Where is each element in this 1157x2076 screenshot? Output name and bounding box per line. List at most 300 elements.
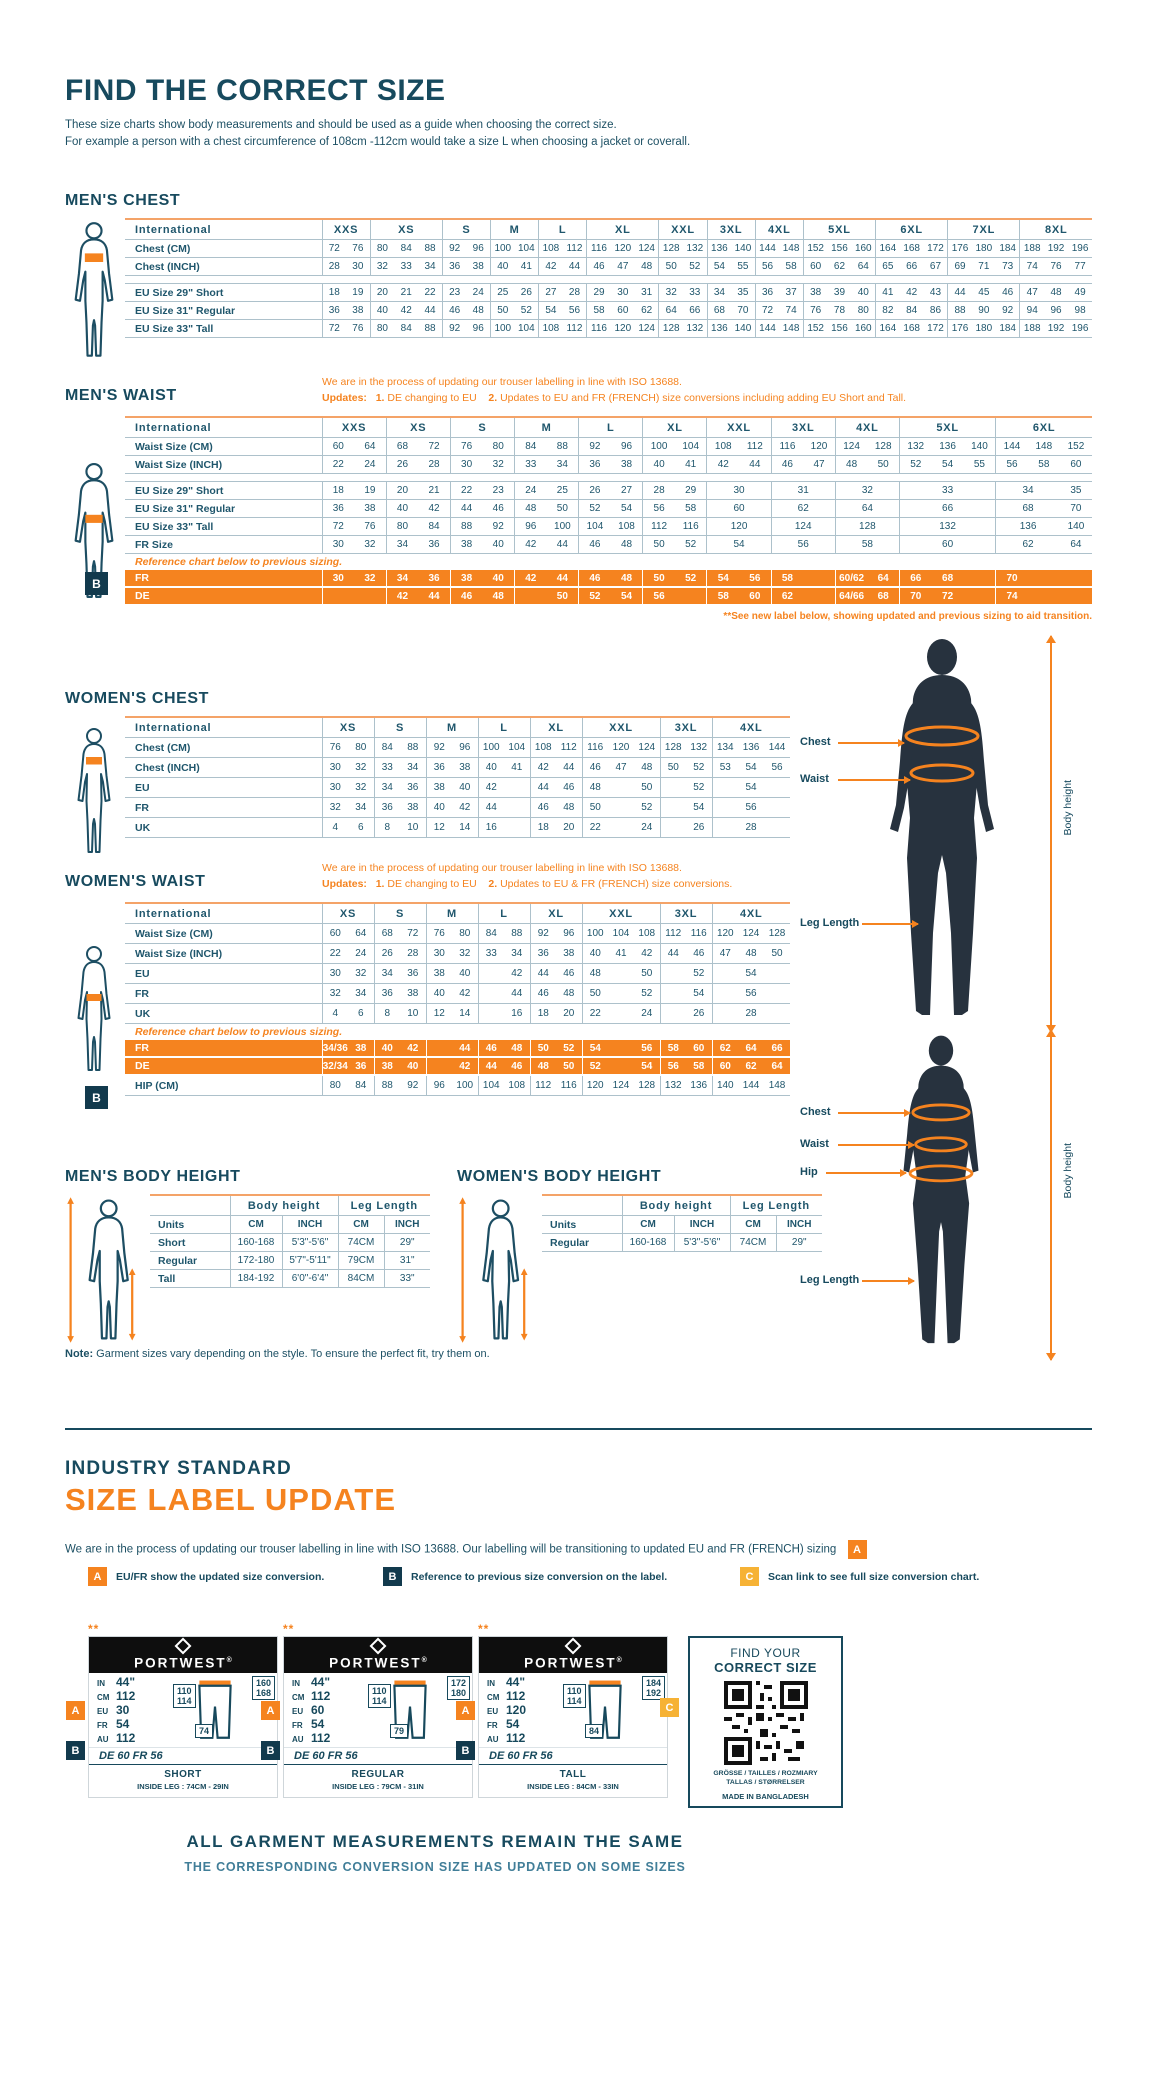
size-cell: 88 [547, 438, 579, 456]
size-cell: 172 [924, 240, 948, 258]
size-cell: 54 [582, 1040, 608, 1057]
size-cell: 52 [899, 456, 931, 474]
size-cell: 18 [322, 482, 354, 500]
size-cell: 30 [426, 944, 452, 964]
size-cell: 46 [582, 758, 608, 778]
size-cell: 84 [374, 738, 400, 758]
size-cell: 36 [579, 456, 611, 474]
size-cell: 32 [322, 984, 348, 1004]
size-cell [1060, 570, 1092, 587]
size-group-header: 3XL [660, 717, 712, 738]
size-value-row: IN 44" [292, 1675, 331, 1689]
size-cell: 124 [608, 1075, 634, 1096]
size-cell: 40 [491, 258, 515, 276]
size-group-header: XXS [322, 417, 386, 438]
update-kicker: INDUSTRY STANDARD [65, 1458, 292, 1479]
size-cell: 80 [452, 924, 478, 944]
made-in-label: MADE IN BANGLADESH [722, 1792, 809, 1801]
size-cell: 96 [515, 518, 547, 536]
size-cell: 48 [466, 302, 490, 320]
size-cell: 104 [608, 924, 634, 944]
size-cell: 42 [394, 302, 418, 320]
size-cell: 140 [1060, 518, 1092, 536]
size-cell: 73 [996, 258, 1020, 276]
female-height-figure-icon [457, 1194, 541, 1351]
size-cell: 66 [683, 302, 707, 320]
size-cell: 34 [400, 758, 426, 778]
size-group-header: L [579, 417, 643, 438]
size-cell: 46 [504, 1057, 530, 1075]
size-cell: 156 [827, 240, 851, 258]
height-measure-box: 172 180 [447, 1676, 470, 1700]
fit-name: REGULAR [351, 1769, 405, 1780]
size-cell: 58 [675, 500, 707, 518]
size-cell: 128 [634, 1075, 660, 1096]
womens-waist-table [125, 860, 865, 1096]
size-cell [608, 984, 634, 1004]
size-cell: 36 [442, 258, 466, 276]
size-cell: 80 [386, 518, 418, 536]
table-corner-label: International [125, 717, 322, 738]
section-title: WOMEN'S CHEST [65, 690, 210, 707]
previous-size-reference: DE 60 FR 56 [284, 1747, 472, 1764]
size-cell: 58 [707, 587, 739, 605]
size-cell: 29" [384, 1234, 430, 1252]
size-cell [608, 798, 634, 818]
size-cell: 192 [1044, 240, 1068, 258]
size-cell: 72 [322, 240, 346, 258]
size-group-header: 5XL [803, 219, 875, 240]
size-values [292, 1675, 330, 1745]
size-cell: 96 [426, 1075, 452, 1096]
leg-measure-box: 74 [195, 1724, 213, 1738]
size-cell: 44 [547, 570, 579, 587]
size-cell: 16 [504, 1004, 530, 1024]
size-cell: 42 [515, 570, 547, 587]
size-cell: 40 [370, 302, 394, 320]
portwest-logo: PORTWEST® [89, 1637, 277, 1673]
size-cell: 64 [867, 570, 899, 587]
size-cell: 70 [1060, 500, 1092, 518]
size-cell: 42 [386, 587, 418, 605]
size-group-header: 4XL [835, 417, 899, 438]
size-cell [803, 570, 835, 587]
size-cell: 132 [660, 1075, 686, 1096]
size-group-header: 3XL [707, 219, 755, 240]
size-cell: 44 [547, 536, 579, 554]
size-cell: 128 [659, 240, 683, 258]
size-value-row: AU 112 [487, 1731, 526, 1745]
size-cell: 54 [539, 302, 563, 320]
size-cell: 124 [635, 320, 659, 338]
size-cell: 26 [386, 456, 418, 474]
size-cell: 30 [450, 456, 482, 474]
size-cell: 66 [899, 570, 931, 587]
size-cell: 112 [530, 1075, 556, 1096]
size-cell: 48 [634, 758, 660, 778]
size-cell: 42 [400, 1040, 426, 1057]
size-cell: 31" [384, 1252, 430, 1270]
size-cell: 40 [386, 500, 418, 518]
size-cell: 88 [450, 518, 482, 536]
size-cell: 32 [370, 258, 394, 276]
size-cell: 60 [322, 924, 348, 944]
size-cell: 74 [1020, 258, 1044, 276]
size-cell: 164 [876, 320, 900, 338]
size-cell: 168 [900, 320, 924, 338]
size-cell: 32 [348, 758, 374, 778]
size-cell: 38 [348, 1040, 374, 1057]
label-figure [175, 1674, 275, 1746]
size-cell: 116 [771, 438, 803, 456]
size-cell [712, 1004, 738, 1024]
b-badge: B [261, 1741, 280, 1760]
size-cell: 54 [707, 570, 739, 587]
size-value-row: IN 44" [97, 1675, 136, 1689]
size-cell: 30 [322, 536, 354, 554]
size-cell: 52 [556, 1040, 582, 1057]
table-corner-label: International [125, 417, 322, 438]
size-cell: 74CM [730, 1234, 776, 1252]
size-cell: 29 [675, 482, 707, 500]
size-cell: 188 [1020, 240, 1044, 258]
size-value-row: IN 44" [487, 1675, 526, 1689]
size-cell: 32 [354, 536, 386, 554]
size-cell: 27 [539, 284, 563, 302]
size-cell: 116 [587, 240, 611, 258]
size-cell: 98 [1068, 302, 1092, 320]
leg-measure-box: 79 [390, 1724, 408, 1738]
size-cell: 124 [634, 738, 660, 758]
size-cell: 23 [442, 284, 466, 302]
size-cell [660, 818, 686, 838]
iso-update-note: We are in the process of updating our trouser labelling in line with ISO 13688. Updates: 1. DE changing to EU 2. Updates to EU & FR (FRENCH) size conversions. [322, 862, 733, 890]
size-cell: 128 [659, 320, 683, 338]
hip-label: Hip [800, 1166, 818, 1178]
row-label: EU Size 31" Regular [125, 500, 322, 518]
male-height-figure-icon [65, 1194, 149, 1351]
size-cell: 34 [386, 570, 418, 587]
size-cell: 62 [635, 302, 659, 320]
size-cell: 77 [1068, 258, 1092, 276]
size-cell: 20 [556, 1004, 582, 1024]
size-cell: 108 [539, 240, 563, 258]
size-cell: 50 [643, 570, 675, 587]
size-group-header: S [374, 903, 426, 924]
size-cell [660, 984, 686, 1004]
size-cell: 76 [346, 320, 370, 338]
size-cell: 36 [755, 284, 779, 302]
size-cell: 42 [634, 944, 660, 964]
update-paragraph: We are in the process of updating our trouser labelling in line with ISO 13688. Our labelling will be transitioning to updated EU and FR (FRENCH) sizing A [65, 1540, 1095, 1559]
size-group-header: XXL [582, 903, 660, 924]
size-group-header: XXS [322, 219, 370, 240]
size-cell: 74CM [338, 1234, 384, 1252]
size-cell: 38 [426, 778, 452, 798]
size-cell: 44 [450, 500, 482, 518]
row-label: Regular [150, 1252, 230, 1270]
size-cell: 50 [547, 587, 579, 605]
size-cell: 54 [738, 758, 764, 778]
size-cell: 88 [374, 1075, 400, 1096]
size-cell: 37 [779, 284, 803, 302]
female-silhouette [866, 1028, 1016, 1360]
size-cell: 96 [1044, 302, 1068, 320]
size-cell: 21 [394, 284, 418, 302]
size-cell: 100 [643, 438, 675, 456]
size-cell: 40 [400, 1057, 426, 1075]
size-group-header: 4XL [755, 219, 803, 240]
size-group-header: S [374, 717, 426, 738]
portwest-logo: PORTWEST® [479, 1637, 667, 1673]
size-value-row: CM 112 [487, 1689, 526, 1703]
size-cell: 50 [582, 798, 608, 818]
size-cell [660, 798, 686, 818]
size-cell: 46 [530, 984, 556, 1004]
size-cell: 136 [738, 738, 764, 758]
size-cell: 100 [547, 518, 579, 536]
size-value-row: CM 112 [97, 1689, 136, 1703]
size-cell: 128 [835, 518, 899, 536]
size-cell: 31 [771, 482, 835, 500]
size-cell: 74 [996, 587, 1028, 605]
size-value-row: CM 112 [292, 1689, 331, 1703]
size-cell: 44 [556, 758, 582, 778]
size-cell: 42 [478, 778, 504, 798]
size-cell [964, 570, 996, 587]
size-cell: 84 [418, 518, 450, 536]
size-cell: 84 [394, 320, 418, 338]
row-label: Waist Size (INCH) [125, 944, 322, 964]
size-cell: 152 [803, 240, 827, 258]
stars-note: ** [478, 1622, 490, 1636]
leg-length-header: Leg Length [730, 1195, 822, 1216]
row-label: UK [125, 818, 322, 838]
size-cell: 78 [827, 302, 851, 320]
legend-row [65, 1559, 1095, 1599]
size-cell [712, 964, 738, 984]
size-cell: 54 [932, 456, 964, 474]
size-cell: 44 [452, 1040, 478, 1057]
size-cell: 100 [478, 738, 504, 758]
size-cell: 52 [686, 964, 712, 984]
size-group-header: 7XL [948, 219, 1020, 240]
size-cell: 60 [611, 302, 635, 320]
size-cell: 34 [547, 456, 579, 474]
size-cell: 192 [1044, 320, 1068, 338]
size-cell: 22 [450, 482, 482, 500]
size-cell: 52 [686, 778, 712, 798]
size-value-row: AU 112 [97, 1731, 136, 1745]
size-cell: 76 [1044, 258, 1068, 276]
size-cell: 44 [478, 798, 504, 818]
size-cell: 80 [482, 438, 514, 456]
portwest-logo: PORTWEST® [284, 1637, 472, 1673]
size-cell: 28 [400, 944, 426, 964]
male-chest-figure-icon [67, 220, 121, 365]
page-header [65, 74, 1065, 150]
size-cell: 54 [738, 778, 764, 798]
size-cell: 144 [996, 438, 1028, 456]
size-cell: 60 [1060, 456, 1092, 474]
size-cell: 36 [374, 798, 400, 818]
reference-b-badge: B [85, 572, 108, 595]
size-cell: 36 [374, 984, 400, 1004]
hip-measure-box: 110 114 [173, 1684, 196, 1708]
size-cell: 76 [354, 518, 386, 536]
size-cell: 140 [964, 438, 996, 456]
unit-header: CM [730, 1216, 776, 1234]
size-cell: 55 [964, 456, 996, 474]
size-group-header: 3XL [771, 417, 835, 438]
size-cell: 55 [731, 258, 755, 276]
size-cell: 104 [478, 1075, 504, 1096]
size-cell: 120 [803, 438, 835, 456]
section-title: WOMEN'S BODY HEIGHT [457, 1168, 662, 1185]
size-group-header: XS [370, 219, 442, 240]
size-cell: 36 [348, 1057, 374, 1075]
size-cell: 92 [996, 302, 1020, 320]
size-cell: 132 [899, 518, 995, 536]
size-cell: 46 [996, 284, 1020, 302]
size-cell: 68 [707, 302, 731, 320]
size-cell: 54 [634, 1057, 660, 1075]
reference-b-badge: B [85, 1086, 108, 1109]
size-cell: 32 [482, 456, 514, 474]
size-values [487, 1675, 526, 1745]
size-cell: 40 [582, 944, 608, 964]
size-cell: 112 [556, 738, 582, 758]
size-cell: 56 [563, 302, 587, 320]
size-cell: 36 [322, 302, 346, 320]
diamond-icon [370, 1638, 387, 1655]
size-cell: 38 [466, 258, 490, 276]
size-cell: 46 [482, 500, 514, 518]
size-cell: 144 [764, 738, 790, 758]
size-cell: 80 [370, 320, 394, 338]
female-measurement-figure [800, 1028, 1100, 1368]
row-label: EU Size 31" Regular [125, 302, 322, 320]
size-cell: 42 [418, 500, 450, 518]
mens-chest-section [65, 192, 1095, 338]
size-cell: 132 [683, 240, 707, 258]
qr-code [724, 1681, 808, 1765]
size-cell: 42 [707, 456, 739, 474]
size-label-update-section [65, 1458, 1095, 1599]
table-corner-label [542, 1195, 622, 1216]
size-group-header: XL [530, 903, 582, 924]
size-cell: 76 [803, 302, 827, 320]
size-cell: 28 [643, 482, 675, 500]
body-height-arrow [1050, 1030, 1052, 1360]
size-cell: 120 [712, 924, 738, 944]
section-divider [65, 1428, 1092, 1430]
c-badge: C [740, 1567, 759, 1586]
size-cell: 48 [611, 570, 643, 587]
size-cell: 44 [563, 258, 587, 276]
size-cell: 84 [348, 1075, 374, 1096]
size-cell: 27 [611, 482, 643, 500]
body-height-label: Body height [1062, 780, 1074, 836]
womens-body-height-section [457, 1168, 837, 1252]
size-value-row: FR 54 [97, 1717, 130, 1731]
size-cell: 52 [582, 1057, 608, 1075]
size-cell [426, 1057, 452, 1075]
legend-item [383, 1567, 667, 1586]
size-group-header: L [478, 717, 530, 738]
size-cell: 168 [900, 240, 924, 258]
size-cell: 54 [611, 500, 643, 518]
size-cell: 46 [556, 964, 582, 984]
size-cell: 58 [835, 536, 899, 554]
size-cell: 80 [322, 1075, 348, 1096]
size-cell: 38 [556, 944, 582, 964]
size-cell: 48 [582, 964, 608, 984]
size-cell: 10 [400, 1004, 426, 1024]
size-cell: 58 [779, 258, 803, 276]
size-cell: 50 [764, 944, 790, 964]
size-cell: 28 [738, 1004, 764, 1024]
row-label: FR Size [125, 536, 322, 554]
size-cell [712, 984, 738, 1004]
unit-header: CM [622, 1216, 674, 1234]
size-cell [354, 587, 386, 605]
size-cell: 40 [852, 284, 876, 302]
iso-update-note: We are in the process of updating our trouser labelling in line with ISO 13688. Updates: 1. DE changing to EU 2. Updates to EU and FR (FRENCH) size conversions including adding EU Short and Tall. [322, 376, 907, 404]
size-cell: 42 [452, 984, 478, 1004]
size-cell: 76 [322, 738, 348, 758]
row-label: Waist Size (INCH) [125, 456, 322, 474]
size-cell: 96 [611, 438, 643, 456]
fit-note: Note: Garment sizes vary depending on the style. To ensure the perfect fit, try them on. [65, 1348, 490, 1360]
size-cell: 42 [900, 284, 924, 302]
size-cell: 124 [635, 240, 659, 258]
size-cell: 71 [972, 258, 996, 276]
size-cell [764, 964, 790, 984]
size-cell: 33 [478, 944, 504, 964]
size-group-header: XXL [659, 219, 707, 240]
row-label: HIP (CM) [125, 1075, 322, 1096]
size-cell: 18 [322, 284, 346, 302]
row-label: Units [542, 1216, 622, 1234]
size-cell: 48 [582, 778, 608, 798]
size-cell: 52 [675, 536, 707, 554]
waist-label: Waist [800, 773, 829, 785]
inside-leg-text: INSIDE LEG : 74CM - 29IN [137, 1782, 229, 1791]
size-cell [1060, 587, 1092, 605]
size-group-header: XL [530, 717, 582, 738]
size-cell: 54 [686, 798, 712, 818]
diamond-icon [565, 1638, 582, 1655]
size-cell: 10 [400, 818, 426, 838]
body-height-header: Body height [622, 1195, 730, 1216]
size-cell [608, 1057, 634, 1075]
leg-length-label: Leg Length [800, 1274, 860, 1286]
waist-arrow [838, 779, 910, 781]
size-cell: 20 [556, 818, 582, 838]
size-cell: 40 [478, 758, 504, 778]
size-cell: 136 [707, 240, 731, 258]
size-cell: 80 [348, 738, 374, 758]
size-cell: 30 [707, 482, 771, 500]
size-cell: 19 [354, 482, 386, 500]
size-cell [764, 1004, 790, 1024]
size-cell: 64 [764, 1057, 790, 1075]
row-label: EU Size 29" Short [125, 482, 322, 500]
size-cell [608, 818, 634, 838]
size-cell: 58 [587, 302, 611, 320]
size-cell: 56 [738, 798, 764, 818]
